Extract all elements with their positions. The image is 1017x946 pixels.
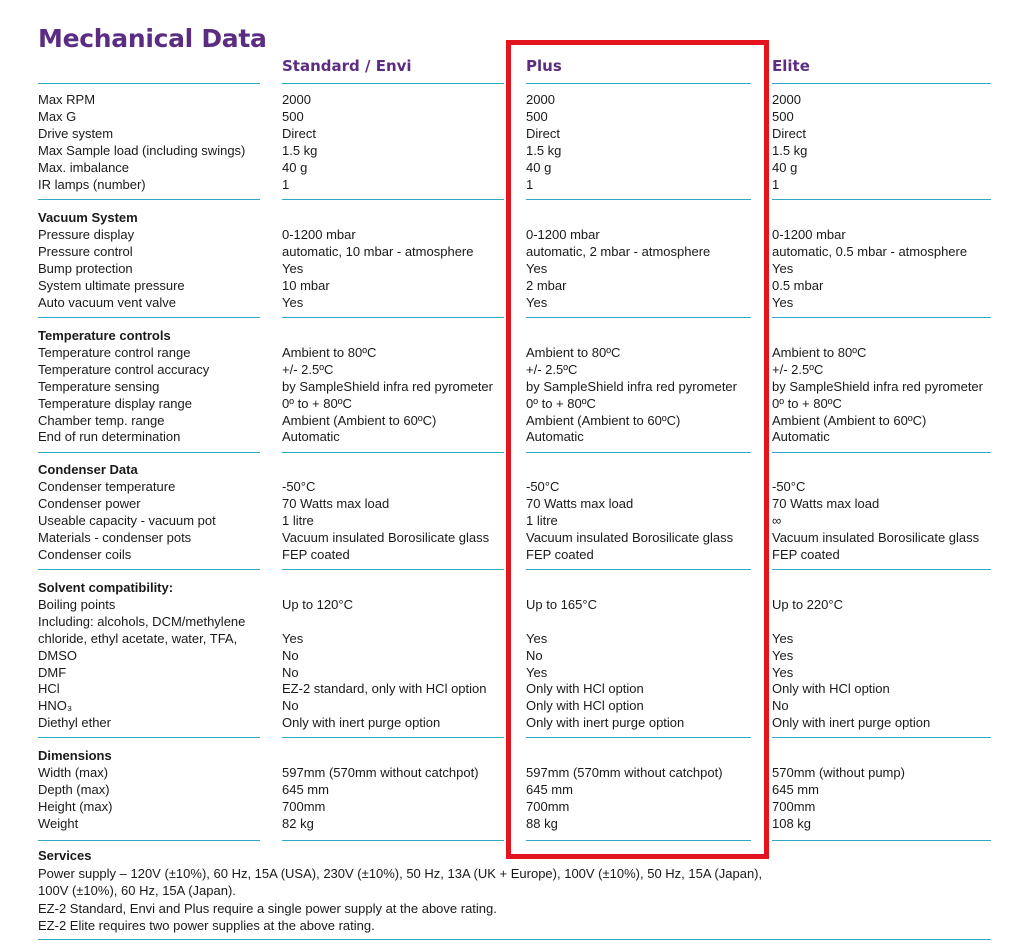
row-label: Condenser power xyxy=(38,495,141,511)
row-label: Diethyl ether xyxy=(38,715,111,731)
value-standard-envi: Direct xyxy=(282,125,316,141)
value-standard-envi: 10 mbar xyxy=(282,277,330,293)
header-divider xyxy=(772,83,991,84)
value-elite: 1 xyxy=(772,176,780,192)
value-elite: Direct xyxy=(772,125,806,141)
section-divider xyxy=(38,452,260,453)
value-elite: Yes xyxy=(772,647,794,663)
row-label: Auto vacuum vent valve xyxy=(38,294,177,310)
value-elite: Only with HCl option xyxy=(772,681,890,697)
value-standard-envi: 700mm xyxy=(282,798,326,814)
value-standard-envi: Yes xyxy=(282,294,304,310)
section-title: Vacuum System xyxy=(38,210,138,225)
value-elite: 2000 xyxy=(772,92,801,107)
value-plus: No xyxy=(526,647,543,663)
value-standard-envi: Only with inert purge option xyxy=(282,715,441,731)
value-standard-envi: 70 Watts max load xyxy=(282,495,390,511)
services-line: EZ-2 Standard, Envi and Plus require a single power supply at the above rating. xyxy=(38,901,497,916)
value-plus: Ambient to 80ºC xyxy=(526,344,621,360)
value-elite: 500 xyxy=(772,108,794,124)
value-standard-envi: by SampleShield infra red pyrometer xyxy=(282,378,493,394)
row-label: DMF xyxy=(38,664,67,680)
section-divider xyxy=(38,317,260,318)
value-plus: Only with HCl option xyxy=(526,681,644,697)
row-label: End of run determination xyxy=(38,429,181,445)
row-label: DMSO xyxy=(38,647,77,663)
services-line: EZ-2 Elite requires two power supplies at the above rating. xyxy=(38,918,375,933)
value-elite: Ambient (Ambient to 60ºC) xyxy=(772,412,927,428)
value-plus: Ambient (Ambient to 60ºC) xyxy=(526,412,681,428)
value-standard-envi: Automatic xyxy=(282,429,340,445)
row-label: Chamber temp. range xyxy=(38,412,165,428)
section-divider xyxy=(772,737,991,738)
row-label: Temperature control range xyxy=(38,344,191,360)
row-label: Materials - condenser pots xyxy=(38,529,192,545)
header-divider xyxy=(282,83,504,84)
row-label: HNO₃ xyxy=(38,698,73,714)
value-elite: by SampleShield infra red pyrometer xyxy=(772,378,983,394)
value-plus: +/- 2.5ºC xyxy=(526,361,578,377)
section-divider xyxy=(772,199,991,200)
section-divider xyxy=(38,840,260,841)
value-elite: 40 g xyxy=(772,159,798,175)
row-label: Pressure control xyxy=(38,243,133,259)
value-plus: 1 xyxy=(526,176,534,192)
value-elite: 645 mm xyxy=(772,781,819,797)
row-label: Temperature display range xyxy=(38,395,192,411)
row-label: Condenser coils xyxy=(38,546,132,562)
header-divider xyxy=(38,83,260,84)
value-standard-envi: FEP coated xyxy=(282,546,350,562)
value-standard-envi: No xyxy=(282,647,299,663)
section-divider xyxy=(772,317,991,318)
value-elite: 108 kg xyxy=(772,815,812,831)
value-plus: Yes xyxy=(526,260,548,276)
section-divider xyxy=(282,737,504,738)
value-elite: 700mm xyxy=(772,798,816,814)
section-divider xyxy=(282,569,504,570)
value-plus: Yes xyxy=(526,630,548,646)
value-standard-envi: +/- 2.5ºC xyxy=(282,361,334,377)
value-elite: 0-1200 mbar xyxy=(772,226,846,242)
section-title: Temperature controls xyxy=(38,328,171,343)
value-standard-envi: 597mm (570mm without catchpot) xyxy=(282,764,479,780)
value-standard-envi: 500 xyxy=(282,108,304,124)
row-label: Max. imbalance xyxy=(38,159,130,175)
value-plus: 40 g xyxy=(526,159,552,175)
value-elite: Vacuum insulated Borosilicate glass xyxy=(772,529,980,545)
row-label: Including: alcohols, DCM/methylene xyxy=(38,613,246,629)
value-standard-envi: Vacuum insulated Borosilicate glass xyxy=(282,529,490,545)
row-label: Temperature sensing xyxy=(38,378,160,394)
section-divider xyxy=(282,317,504,318)
row-label: Boiling points xyxy=(38,596,116,612)
value-standard-envi: Yes xyxy=(282,630,304,646)
value-plus: 1 litre xyxy=(526,512,558,528)
value-plus: Up to 165°C xyxy=(526,596,597,612)
column-header-elite: Elite xyxy=(772,57,810,75)
value-standard-envi: Yes xyxy=(282,260,304,276)
row-label: Width (max) xyxy=(38,764,109,780)
column-header-plus: Plus xyxy=(526,57,562,75)
value-standard-envi: No xyxy=(282,698,299,714)
value-standard-envi: Ambient (Ambient to 60ºC) xyxy=(282,412,437,428)
value-standard-envi: 0º to + 80ºC xyxy=(282,395,352,411)
value-standard-envi: 0-1200 mbar xyxy=(282,226,356,242)
value-plus: Only with HCl option xyxy=(526,698,644,714)
value-plus: 2 mbar xyxy=(526,277,567,293)
value-elite: Yes xyxy=(772,630,794,646)
row-label: HCl xyxy=(38,681,60,697)
services-divider xyxy=(38,939,991,940)
value-elite: +/- 2.5ºC xyxy=(772,361,824,377)
row-label: Temperature control accuracy xyxy=(38,361,210,377)
row-label: Height (max) xyxy=(38,798,113,814)
value-plus: 597mm (570mm without catchpot) xyxy=(526,764,723,780)
value-standard-envi: -50°C xyxy=(282,478,316,494)
value-elite: Yes xyxy=(772,260,794,276)
value-plus: automatic, 2 mbar - atmosphere xyxy=(526,243,711,259)
value-plus: Vacuum insulated Borosilicate glass xyxy=(526,529,734,545)
value-elite: Ambient to 80ºC xyxy=(772,344,867,360)
services-line: 100V (±10%), 60 Hz, 15A (Japan). xyxy=(38,883,236,898)
value-elite: ∞ xyxy=(772,512,782,528)
value-standard-envi: 82 kg xyxy=(282,815,314,831)
section-divider xyxy=(772,569,991,570)
row-label: Condenser temperature xyxy=(38,478,176,494)
value-plus: Yes xyxy=(526,294,548,310)
value-elite: 570mm (without pump) xyxy=(772,764,905,780)
value-elite: FEP coated xyxy=(772,546,840,562)
value-plus: 700mm xyxy=(526,798,570,814)
value-plus: 0-1200 mbar xyxy=(526,226,600,242)
plus-column-highlight xyxy=(506,40,769,859)
value-plus: Automatic xyxy=(526,429,584,445)
section-divider xyxy=(282,840,504,841)
value-plus: Yes xyxy=(526,664,548,680)
services-heading: Services xyxy=(38,848,92,863)
value-standard-envi: EZ-2 standard, only with HCl option xyxy=(282,681,487,697)
value-standard-envi: 1.5 kg xyxy=(282,142,318,158)
row-label: chloride, ethyl acetate, water, TFA, xyxy=(38,630,238,646)
value-standard-envi: Up to 120°C xyxy=(282,596,353,612)
value-elite: 0.5 mbar xyxy=(772,277,824,293)
value-elite: automatic, 0.5 mbar - atmosphere xyxy=(772,243,968,259)
section-title: Condenser Data xyxy=(38,462,138,477)
section-divider xyxy=(38,569,260,570)
value-elite: 70 Watts max load xyxy=(772,495,880,511)
value-elite: 1.5 kg xyxy=(772,142,808,158)
value-standard-envi: Ambient to 80ºC xyxy=(282,344,377,360)
section-title: Dimensions xyxy=(38,748,112,763)
row-label: Max Sample load (including swings) xyxy=(38,142,246,158)
value-elite: Up to 220°C xyxy=(772,596,843,612)
value-elite: 0º to + 80ºC xyxy=(772,395,842,411)
value-plus: 1.5 kg xyxy=(526,142,562,158)
value-elite: -50°C xyxy=(772,478,806,494)
value-elite: No xyxy=(772,698,789,714)
value-standard-envi: 1 xyxy=(282,176,290,192)
value-elite: Automatic xyxy=(772,429,830,445)
value-elite: Only with inert purge option xyxy=(772,715,931,731)
value-plus: 500 xyxy=(526,108,548,124)
row-label: Max G xyxy=(38,108,77,124)
value-standard-envi: 2000 xyxy=(282,92,311,107)
value-standard-envi: 1 litre xyxy=(282,512,314,528)
services-line: Power supply – 120V (±10%), 60 Hz, 15A (USA), 230V (±10%), 50 Hz, 13A (UK + Europe), 100V (±10%), 50 Hz, 15A (Japan), xyxy=(38,866,763,881)
value-elite: Yes xyxy=(772,664,794,680)
value-standard-envi: 40 g xyxy=(282,159,308,175)
section-divider xyxy=(772,452,991,453)
value-elite: Yes xyxy=(772,294,794,310)
value-standard-envi: No xyxy=(282,664,299,680)
value-plus: 88 kg xyxy=(526,815,558,831)
value-plus: Only with inert purge option xyxy=(526,715,685,731)
row-label: Useable capacity - vacuum pot xyxy=(38,512,216,528)
value-plus: by SampleShield infra red pyrometer xyxy=(526,378,737,394)
value-plus: 0º to + 80ºC xyxy=(526,395,596,411)
page-title: Mechanical Data xyxy=(38,24,267,53)
row-label: Bump protection xyxy=(38,260,133,276)
section-divider xyxy=(282,199,504,200)
section-divider xyxy=(38,199,260,200)
row-label: Drive system xyxy=(38,125,114,141)
section-divider xyxy=(38,737,260,738)
value-plus: 70 Watts max load xyxy=(526,495,634,511)
row-label: Max RPM xyxy=(38,92,96,107)
row-label: IR lamps (number) xyxy=(38,176,146,192)
value-standard-envi: 645 mm xyxy=(282,781,329,797)
row-label: Pressure display xyxy=(38,226,135,242)
row-label: Depth (max) xyxy=(38,781,110,797)
row-label: System ultimate pressure xyxy=(38,277,185,293)
section-title: Solvent compatibility: xyxy=(38,580,174,595)
value-plus: -50°C xyxy=(526,478,560,494)
column-header-standard-envi: Standard / Envi xyxy=(282,57,412,75)
section-divider xyxy=(772,840,991,841)
value-plus: 2000 xyxy=(526,92,555,107)
value-standard-envi: automatic, 10 mbar - atmosphere xyxy=(282,243,474,259)
value-plus: FEP coated xyxy=(526,546,594,562)
value-plus: 645 mm xyxy=(526,781,573,797)
section-divider xyxy=(282,452,504,453)
row-label: Weight xyxy=(38,815,79,831)
value-plus: Direct xyxy=(526,125,560,141)
